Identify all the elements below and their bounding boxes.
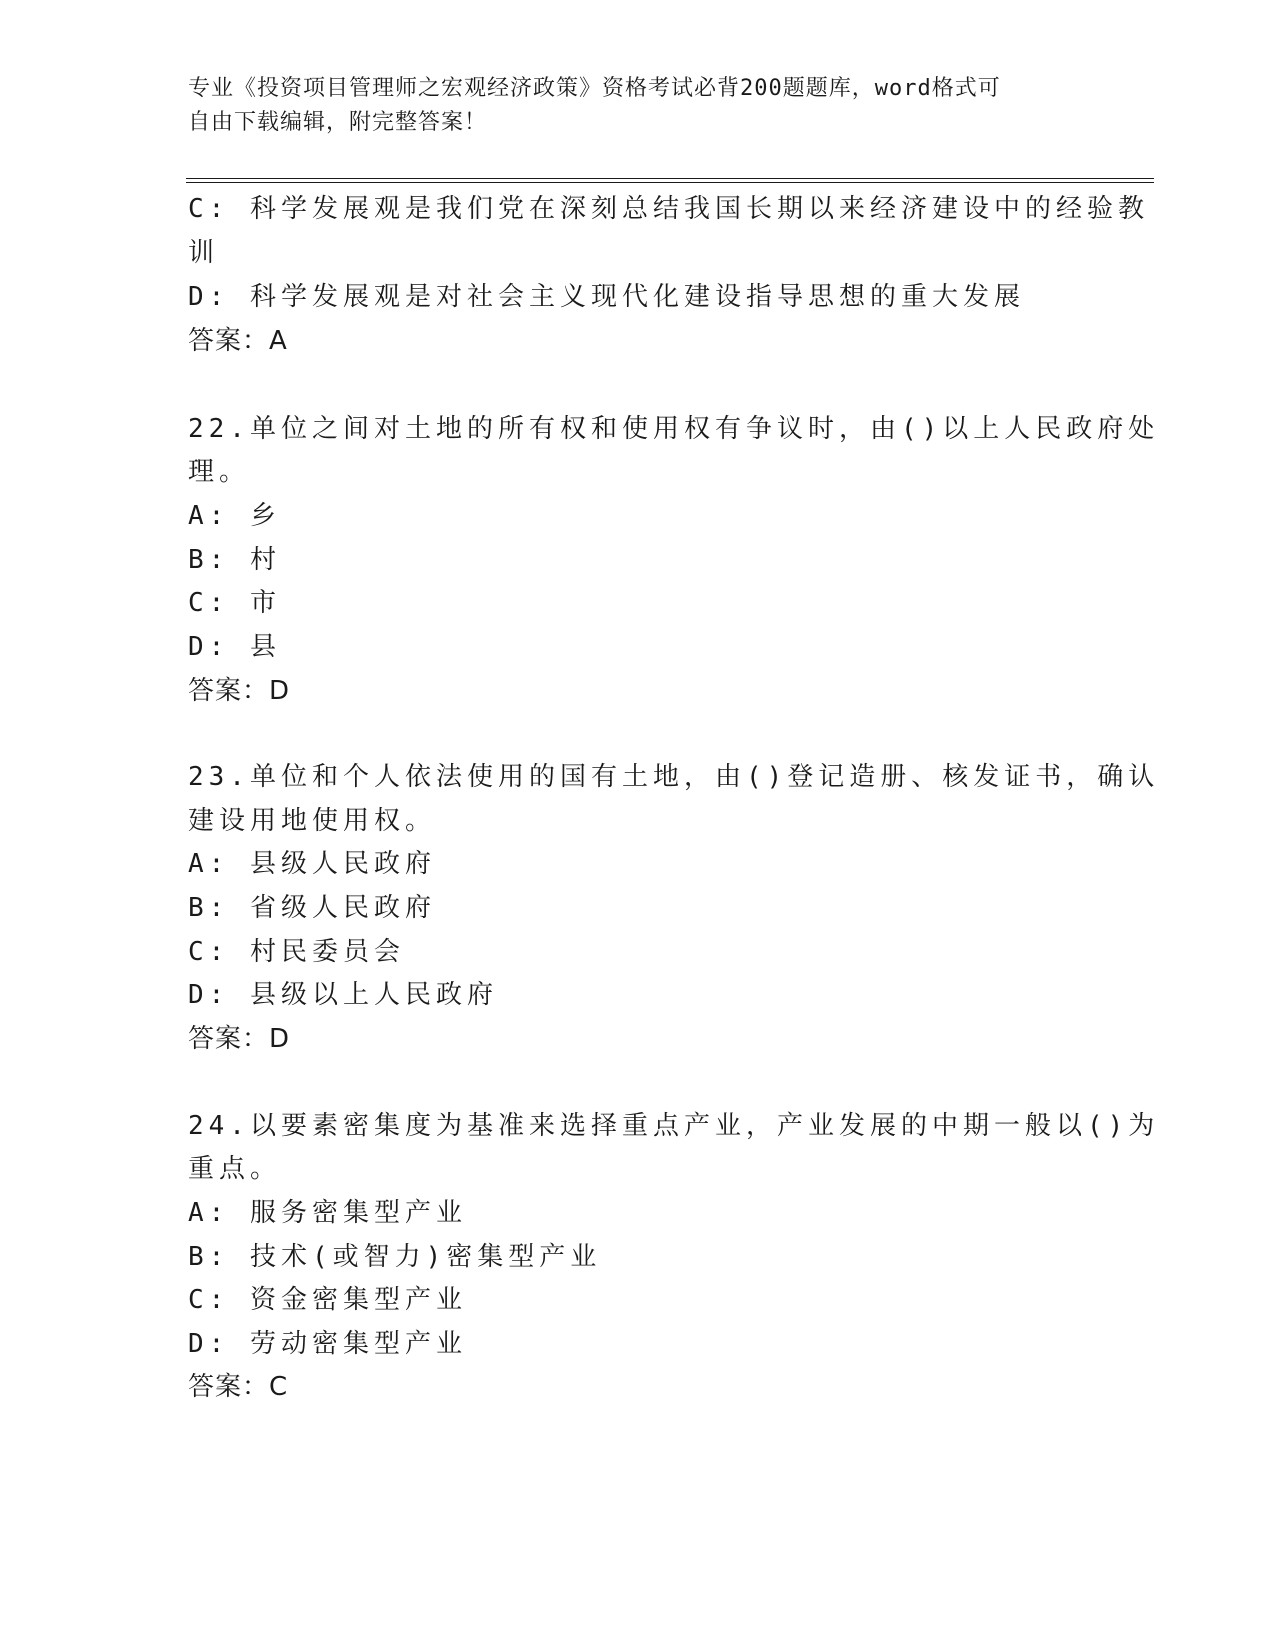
header-rule-top [186, 178, 1154, 179]
q23-option-d: D: 县级以上人民政府 [188, 980, 498, 1010]
q22-option-d: D: 县 [188, 632, 281, 662]
q21-answer: 答案：A [188, 326, 288, 356]
q23-option-b: B: 省级人民政府 [188, 893, 436, 923]
q24-answer: 答案：C [188, 1372, 289, 1402]
q24-option-b: B: 技术(或智力)密集型产业 [188, 1242, 602, 1272]
q22-option-a: A: 乡 [188, 501, 281, 531]
q23-question: 23.单位和个人依法使用的国有土地，由()登记造册、核发证书，确认 [188, 762, 1160, 792]
header-line-2: 自由下载编辑，附完整答案！ [188, 110, 488, 135]
q24-question: 24.以要素密集度为基准来选择重点产业，产业发展的中期一般以()为 [188, 1111, 1160, 1141]
document-header [188, 72, 1068, 140]
q23-option-c: C: 村民委员会 [188, 937, 405, 967]
q24-option-d: D: 劳动密集型产业 [188, 1329, 467, 1359]
q23-question-cont: 建设用地使用权。 [188, 806, 437, 836]
q23-answer: 答案：D [188, 1024, 291, 1054]
q24-question-cont: 重点。 [188, 1154, 282, 1184]
header-rule-bottom [186, 182, 1154, 183]
header-line-1: 专业《投资项目管理师之宏观经济政策》资格考试必背200题题库，word格式可 [188, 76, 1001, 101]
q23-option-a: A: 县级人民政府 [188, 849, 436, 879]
q22-question-cont: 理。 [188, 457, 251, 487]
q22-option-c: C: 市 [188, 588, 281, 618]
q22-option-b: B: 村 [188, 545, 281, 575]
q21-option-d: D: 科学发展观是对社会主义现代化建设指导思想的重大发展 [188, 282, 1025, 312]
q21-option-c: C: 科学发展观是我们党在深刻总结我国长期以来经济建设中的经验教 [188, 194, 1149, 224]
q24-option-a: A: 服务密集型产业 [188, 1198, 467, 1228]
q22-answer: 答案：D [188, 676, 291, 706]
q22-question: 22.单位之间对土地的所有权和使用权有争议时，由()以上人民政府处 [188, 414, 1160, 444]
q21-option-c-cont: 训 [188, 238, 220, 268]
q24-option-c: C: 资金密集型产业 [188, 1285, 467, 1315]
